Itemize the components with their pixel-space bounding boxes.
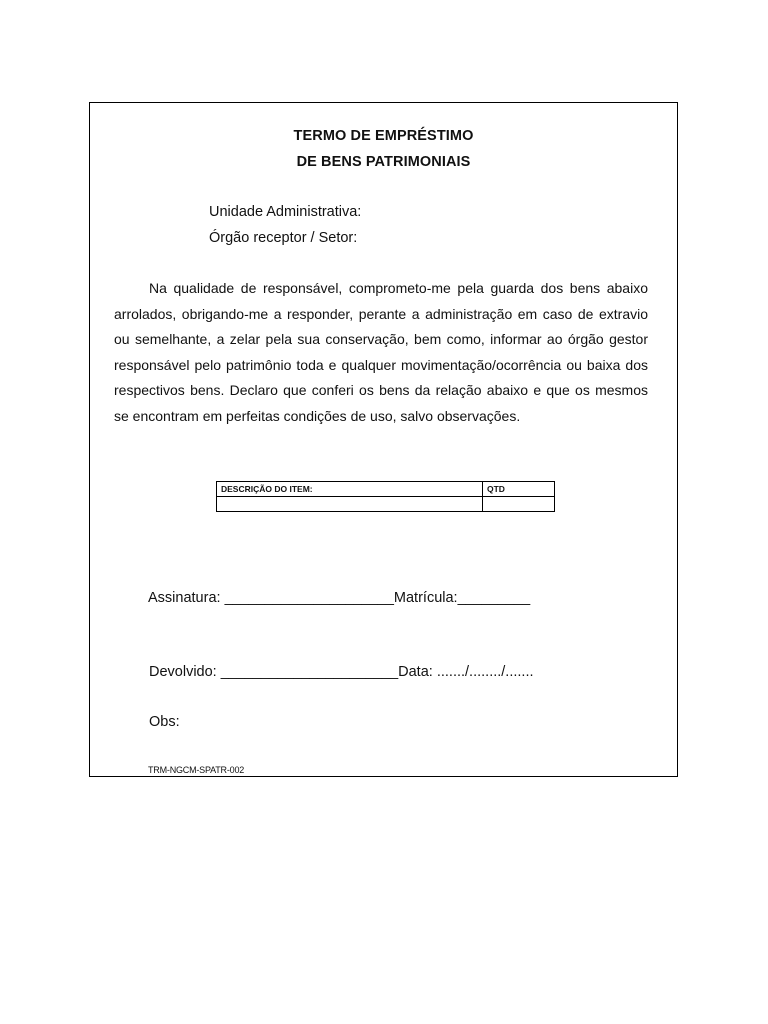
obs-label: Obs: xyxy=(149,714,180,730)
document-title-line1: TERMO DE EMPRÉSTIMO xyxy=(293,128,474,144)
qty-column-header: QTD xyxy=(483,482,555,497)
table-row xyxy=(217,497,555,512)
signature-line: Assinatura: _____________________Matrícula:_________ xyxy=(148,590,531,606)
document-title-line2: DE BENS PATRIMONIAIS xyxy=(296,154,471,170)
document-code: TRM-NGCM-SPATR-002 xyxy=(148,765,245,775)
unit-field-label: Unidade Administrativa: xyxy=(209,204,362,220)
receiver-field-label: Órgão receptor / Setor: xyxy=(209,230,358,246)
items-table xyxy=(216,481,555,512)
items-table-header xyxy=(217,482,555,497)
returned-line: Devolvido: ______________________Data: ......./......../....... xyxy=(149,664,534,680)
description-column-header: DESCRIÇÃO DO ITEM: xyxy=(217,482,483,497)
document-page xyxy=(89,102,678,777)
responsibility-paragraph: Na qualidade de responsável, comprometo-me pela guarda dos bens abaixo arrolados, obrigando-me a responder, perante a administração em caso de extravio ou semelhante, a zelar pela sua conservação, bem como, informar ao órgão gestor responsável pelo patrimônio toda e qualquer movimentação/ocorrência ou baixa dos respectivos bens. Declaro que conferi os bens da relação abaixo e que os mesmos se encontram em perfeitas condições de uso, salvo observações. xyxy=(114,280,648,424)
description-cell xyxy=(217,497,483,512)
qty-cell xyxy=(483,497,555,512)
